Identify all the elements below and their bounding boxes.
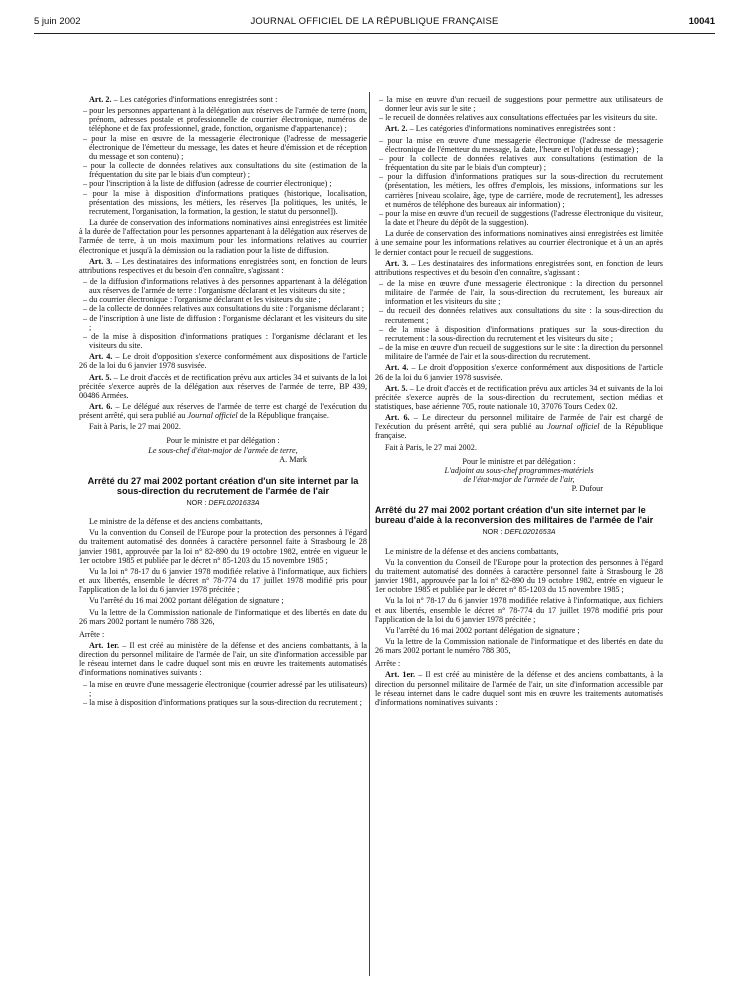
list-item: – de la mise à disposition d'informations pratiques sur la sous-direction du recrutement : la sous-direction du recrutement et les visiteurs du site ; [379,324,663,343]
signature-name: P. Dufour [571,484,603,494]
right-art6: Art. 6. – Le directeur du personnel militaire de l'armée de l'air est chargé de l'exécution du présent arrêté, qui sera publié au Journal officiel de la République française. [375,413,664,441]
right-art5: Art. 5. – Le droit d'accès et de rectification prévu aux articles 34 et suivants de la loi précitée s'exerce auprès de la sous-direction du recrutement, section médias et statistiques, base aérienne 705, route nationale 10, 37076 Tours Cedex 02. [375,383,663,411]
signature-role: Pour le ministre et par délégation : [462,456,576,466]
list-item: – de l'inscription à une liste de diffusion : l'organisme déclarant et les visiteurs du site ; [83,313,367,332]
right-art1: Art. 1er. – Il est créé au ministère de la défense et des anciens combattants, à la direction du personnel militaire de l'armée de l'air, un site d'information accessible par le réseau internet dans le cadre duquel sont mis en œuvre les traitements automatisés d'informations nominatives suivants : [375,670,663,707]
left-art3-list [79,277,367,350]
issue-date: 5 juin 2002 [34,16,81,27]
left-art2-intro: Art. 2. – Les catégories d'informations enregistrées sont : [89,95,278,104]
list-item: – le recueil de données relatives aux consultations effectuées par les visiteurs du site. [379,113,658,123]
arrete-title: Arrêté du 27 mai 2002 portant création d'un site internet par le bureau d'aide à la reconversion des militaires de l'armée de l'air [375,505,654,526]
page-header [34,13,715,29]
vu-clause: Vu la loi n° 78-17 du 6 janvier 1978 modifiée relative à l'informatique, aux fichiers et aux libertés, ensemble le décret n° 78-774 du 17 juillet 1978 modifié pris pour l'application de la loi du 6 janvier 1978 précitée ; [79,566,367,595]
list-item: – de la mise en œuvre d'un recueil de suggestions sur le site : la direction du personnel militaire de l'armée de l'air et la sous-direction du recrutement. [379,343,663,362]
page-number: 10041 [688,16,715,27]
list-item: – du courrier électronique : l'organisme déclarant et les visiteurs du site ; [83,295,321,305]
left-art2-list [79,106,367,216]
vu-clause: Vu la lettre de la Commission nationale de l'informatique et des libertés en date du 26 mars 2002 portant le numéro 788 305, [375,636,663,656]
journal-title: JOURNAL OFFICIEL DE LA RÉPUBLIQUE FRANÇAISE [250,16,499,27]
left-art3-intro: Art. 3. – Les destinataires des informations enregistrées sont, en fonction de leurs attributions respectives et du besoin d'en connaître, s'agissant : [79,256,367,275]
list-item: – pour la collecte de données relatives aux consultations du site (estimation de la fréquentation du site par le biais d'un compteur) ; [83,161,367,180]
left-art1: Art. 1er. – Il est créé au ministère de la défense et des anciens combattants, à la direction du personnel militaire de l'armée de l'air, un site d'information accessible par le réseau internet dans le cadre duquel sont mis en œuvre les traitements automatisés d'informations nominatives suivants : [79,640,367,678]
vu-clause: Vu la convention du Conseil de l'Europe pour la protection des personnes à l'égard du traitement automatisé des données à caractère personnel faite à Strasbourg le 28 janvier 1981, approuvée par la loi n° 82-890 du 19 octobre 1982, entrée en vigueur le 1er octobre 1985 et publiée par le décret n° 85-1203 du 15 novembre 1985 ; [79,528,367,565]
signature-name: A. Mark [279,454,307,464]
right-duree: La durée de conservation des informations nominatives ainsi enregistrées est limitée à une semaine pour les informations relatives au courrier électronique et à un an après le dernier contact pour le recueil de suggestions. [375,229,663,257]
right-column [375,95,663,709]
signature-unit: L'adjoint au sous-chef programmes-matériels [444,465,594,475]
left-art6: Art. 6. – Le délégué aux réserves de l'armée de terre est chargé de l'exécution du présent arrêté, qui sera publié au Journal officiel de la République française. [79,402,367,421]
left-column [79,95,367,709]
vu-clause: Vu la loi n° 78-17 du 6 janvier 1978 modifiée relative à l'informatique, aux fichiers et aux libertés, ensemble le décret n° 78-774 du 17 juillet 1978 modifié pris pour l'application de la loi du 6 janvier 1978 précitée ; [375,596,663,624]
list-item: – de la diffusion d'informations relatives à des personnes appartenant à la délégation aux réserves de l'armée de terre : l'organisme déclarant et les visiteurs du site ; [83,276,367,296]
signature-role: Pour le ministre et par délégation : [166,436,280,446]
arrete-word: Arrête : [375,659,401,669]
vu-clause: Vu la lettre de la Commission nationale de l'informatique et des libertés en date du 26 mars 2002 portant le numéro 788 326, [79,607,367,626]
right-signature [375,457,663,494]
right-art3-list [375,279,663,361]
vu-clause: Vu l'arrêté du 16 mai 2002 portant délégation de signature ; [89,596,284,606]
vu-clause: Vu la convention du Conseil de l'Europe pour la protection des personnes à l'égard du traitement automatisé des données à caractère personnel faite à Strasbourg le 28 janvier 1981, approuvée par la loi n° 82-890 du 19 octobre 1982, entrée en vigueur le 1er octobre 1985 et publiée par le décret n° 85-1203 du 15 novembre 1985 ; [375,557,663,595]
list-item: – pour la mise en œuvre d'un recueil de suggestions (l'adresse électronique du visiteur, la date et l'heure du dépôt de la suggestion). [379,208,663,228]
vu-clause: Vu l'arrêté du 16 mai 2002 portant délégation de signature ; [385,625,580,635]
right-art2-list [375,136,663,228]
list-item: – la mise à disposition d'informations pratiques sur la sous-direction du recrutement ; [83,697,362,707]
left-art4: Art. 4. – Le droit d'opposition s'exerce conformément aux dispositions de l'article 26 de la loi du 6 janvier 1978 susvisée. [79,352,367,371]
right-art4: Art. 4. – Le droit d'opposition s'exerce conformément aux dispositions de l'article 26 de la loi du 6 janvier 1978 susvisée. [375,363,663,382]
right-fait: Fait à Paris, le 27 mai 2002. [385,442,477,452]
left-duree: La durée de conservation des informations nominatives ainsi enregistrées est limitée à la durée de l'affectation pour les personnes appartenant à la délégation aux réserves de l'armée de terre, à un mois maximum pour les informations relatives au courrier électronique et jusqu'à la démission ou la radiation pour la liste de diffusion. [79,218,367,255]
list-item: – la mise en œuvre d'un recueil de suggestions pour permettre aux utilisateurs de donner leur avis sur le site ; [379,95,663,114]
list-item: – la mise en œuvre d'une messagerie électronique (courrier adressé par les utilisateurs) ; [83,679,367,698]
right-art2-intro: Art. 2. – Les catégories d'informations nominatives enregistrées sont : [385,124,616,134]
right-continuation-list [375,95,663,122]
list-item: – pour la diffusion d'informations pratiques sur la sous-direction du recrutement (présentation, les métiers, les offres d'emplois, les missions, informations sur les carrières [niveau scolaire, âge, type de carrière, mode de recrutement], les adresses et numéros de téléphone des bureaux air information) ; [379,172,663,209]
left-fait: Fait à Paris, le 27 mai 2002. [89,422,181,432]
nor-reference: NOR : DEFL0201633A [186,497,260,507]
arrete-title: Arrêté du 27 mai 2002 portant création d'un site internet par la sous-direction du recrutement de l'armée de l'air [87,475,359,496]
header-rule [34,33,715,34]
list-item: – pour l'inscription à la liste de diffusion (adresse de courrier électronique) ; [83,179,332,189]
list-item: – de la collecte de données relatives aux consultations du site : l'organisme déclarant ; [83,304,364,314]
list-item: – de la mise à disposition d'informations pratiques : l'organisme déclarant et les visiteurs du site. [83,331,367,351]
nor-reference: NOR : DEFL0201653A [482,527,556,537]
right-art3-intro: Art. 3. – Les destinataires des informations enregistrées sont, en fonction de leurs attributions respectives et du besoin d'en connaître, s'agissant : [375,258,663,277]
list-item: – du recueil des données relatives aux consultations du site : la sous-direction du recrutement ; [379,306,663,325]
left-art1-list [79,680,367,707]
left-art5: Art. 5. – Le droit d'accès et de rectification prévu aux articles 34 et suivants de la loi précitée s'exerce auprès de la délégation aux réserves de l'armée de terre, BP 439, 00486 Armées. [79,372,367,400]
ministre-line: Le ministre de la défense et des anciens combattants, [385,546,559,556]
left-signature [79,436,367,463]
list-item: – pour les personnes appartenant à la délégation aux réserves de l'armée de terre (nom, prénom, adresses postale et professionnelle de courrier électronique, numéros de téléphone et de fax professionnel, grade, fonction, organisme d'appartenance) ; [83,106,367,134]
signature-unit: Le sous-chef d'état-major de l'armée de terre, [148,445,298,455]
list-item: – pour la mise en œuvre d'une messagerie électronique (l'adresse de messagerie électronique de l'émetteur du message, la date, l'heure et l'objet du message) ; [379,135,663,154]
list-item: – de la mise en œuvre d'une messagerie électronique : la direction du personnel militaire de l'armée de l'air, la sous-direction du recrutement, les bureaux air information et les visiteurs du site ; [379,278,663,307]
list-item: – pour la collecte de données relatives aux consultations (estimation de la fréquentation du site par le biais d'un compteur) ; [379,153,663,173]
arrete-word: Arrête : [79,629,105,639]
ministre-line: Le ministre de la défense et des anciens combattants, [89,517,263,527]
signature-unit: de l'état-major de l'armée de l'air, [463,475,575,485]
column-divider [369,92,370,976]
list-item: – pour la mise à disposition d'informations pratiques (historique, localisation, présentation des missions, les métiers, les réserves [la politiques, les unités, le recrutement, l'organisation, la formation, la gestion, le statut du personnel]). [83,188,367,216]
list-item: – pour la mise en œuvre de la messagerie électronique (l'adresse de messagerie électronique de l'émetteur du message, les dates et heure d'émission et de réception du message et son contenu) ; [83,133,367,161]
